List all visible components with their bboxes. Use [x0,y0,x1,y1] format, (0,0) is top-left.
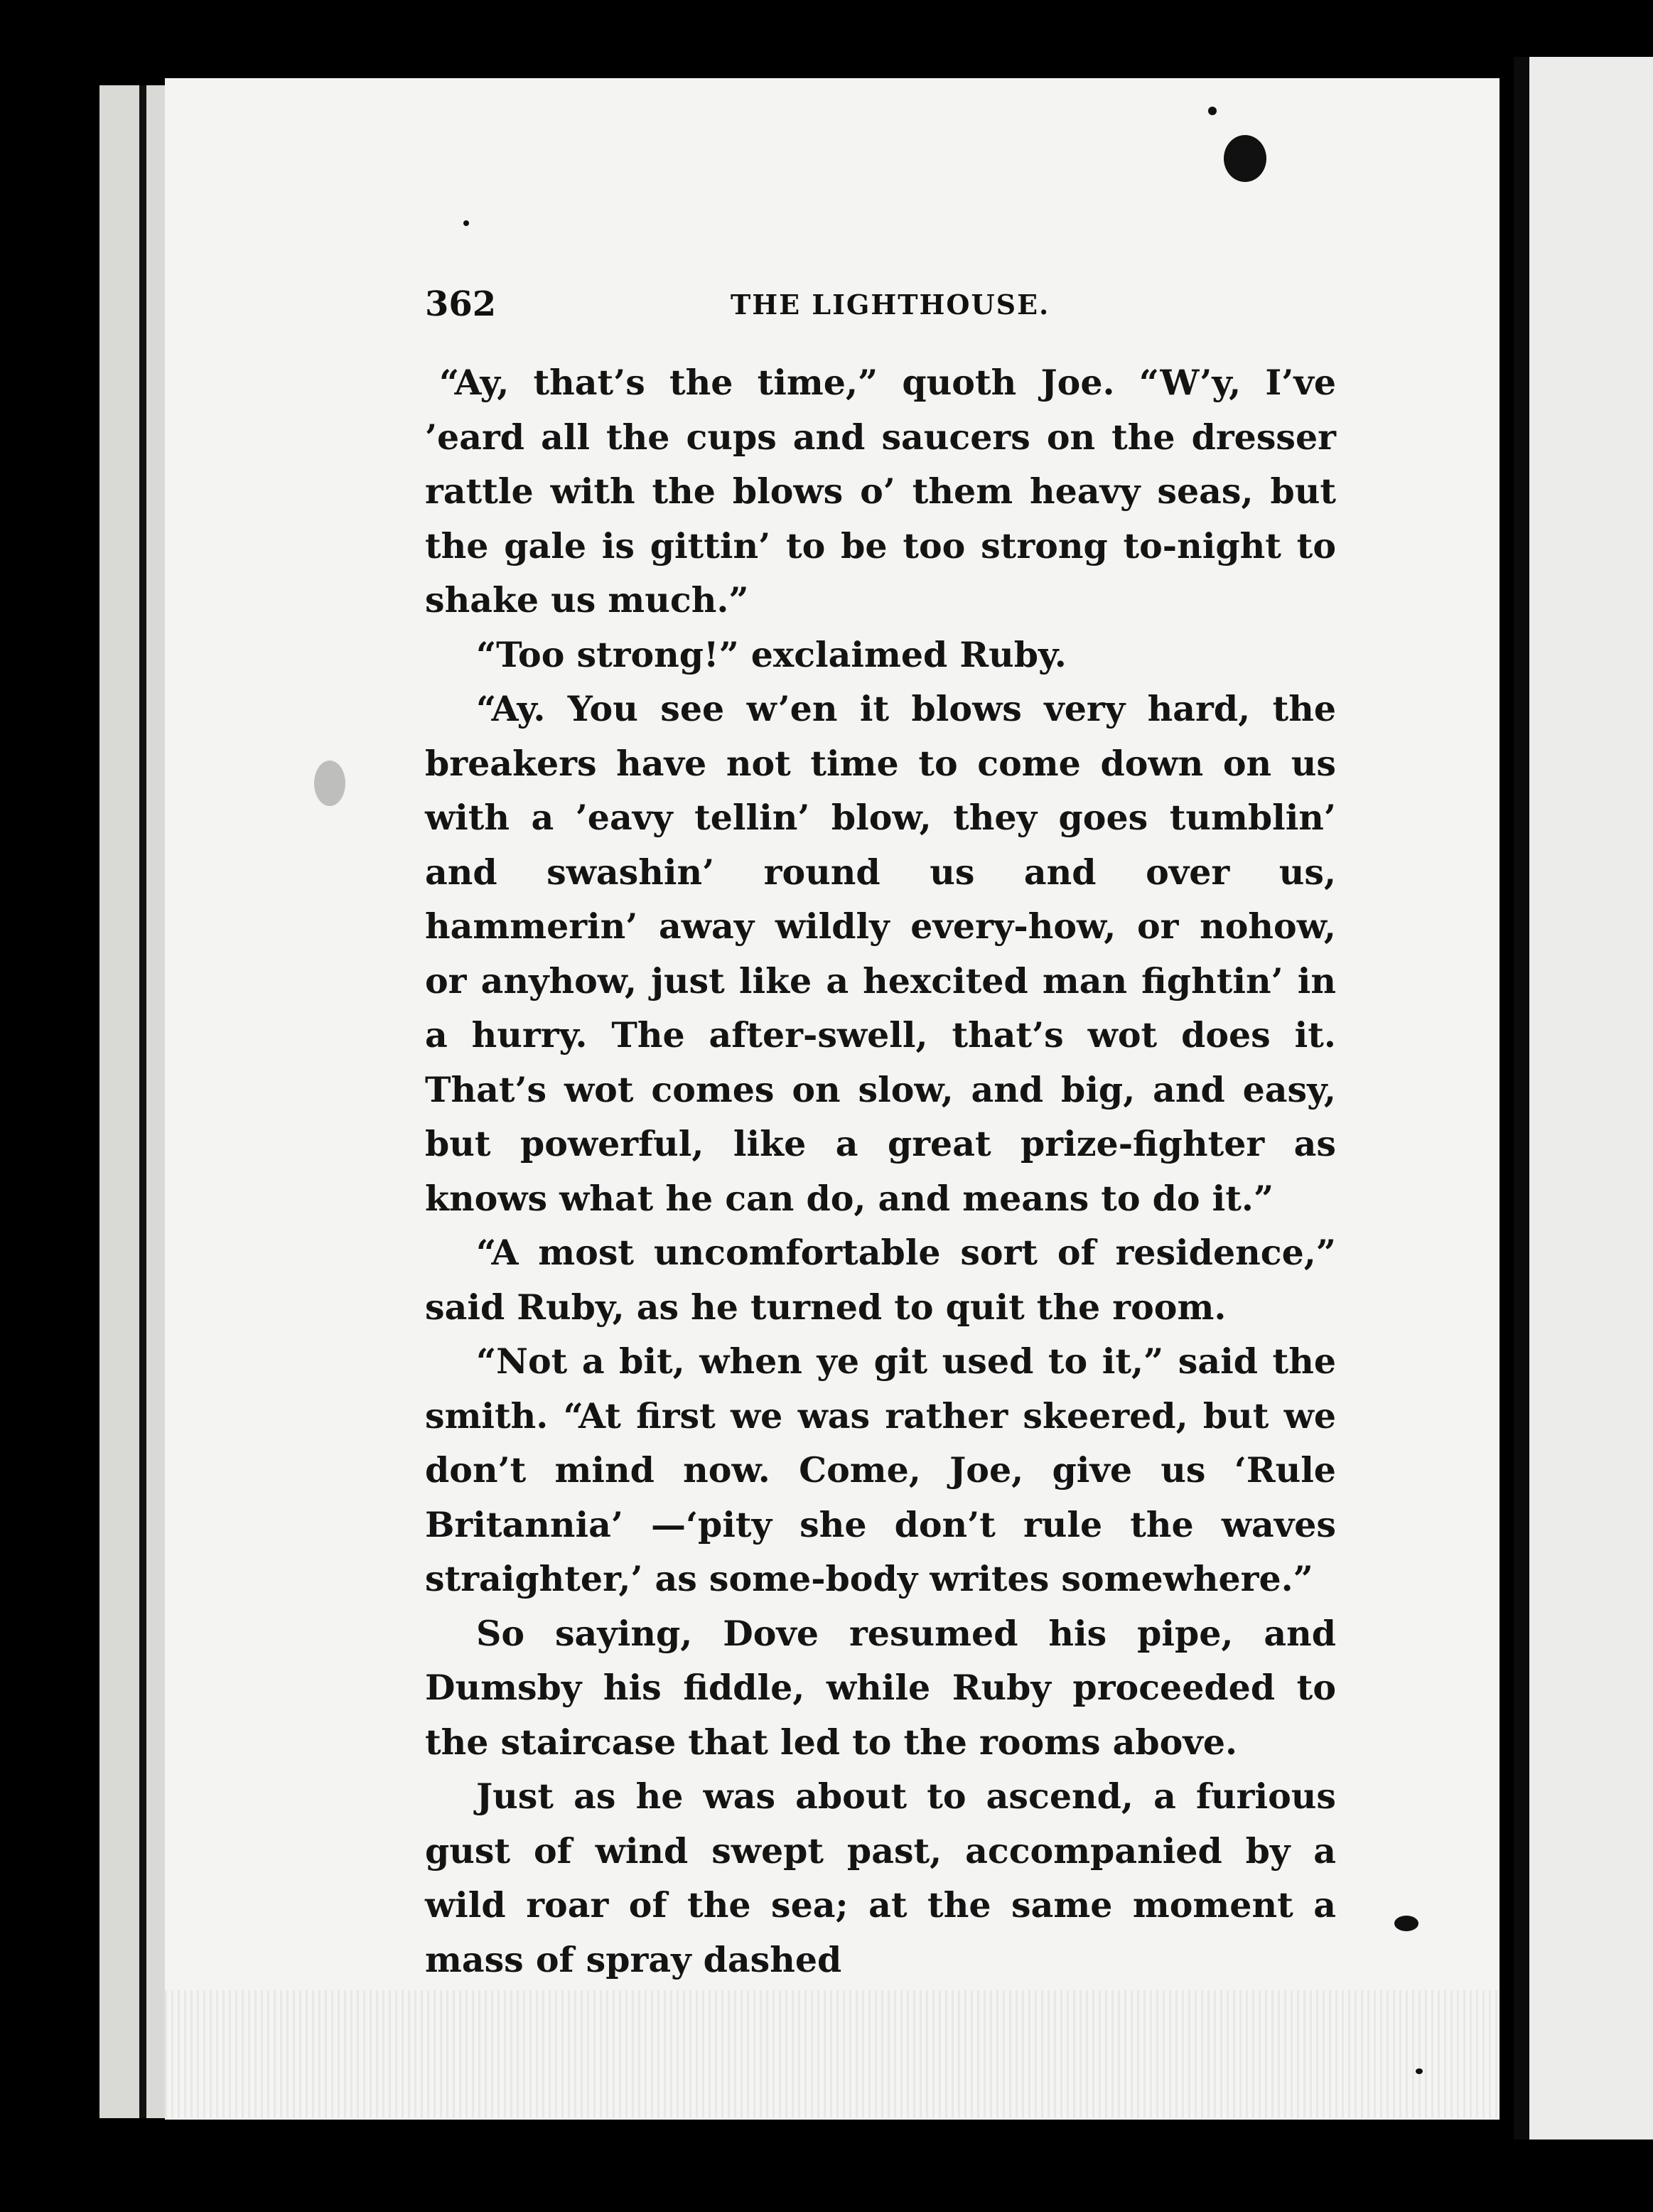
page-number: 362 [425,284,497,324]
left-gutter [99,85,165,2118]
running-title: THE LIGHTHOUSE. [731,289,1050,321]
paragraph: So saying, Dove resumed his pipe, and Dumsby his fiddle, while Ruby proceeded to the staircase that led to the rooms above. [425,1612,1336,1763]
page-header [425,284,1335,327]
paragraph: “A most uncomfortable sort of residence,” said Ruby, as he turned to quit the room. [425,1232,1336,1328]
paragraph: “Too strong!” exclaimed Ruby. [476,633,1067,675]
adjacent-page-edge [1514,57,1529,2139]
ink-speck [1394,1916,1418,1931]
paragraph: Just as he was about to ascend, a furious gust of wind swept past, accompanied by a wild roar of the sea; at the same moment a mass of spray dashed [425,1776,1336,1980]
body-text [425,355,1336,1987]
adjacent-page-strip [1514,57,1653,2139]
smudge-mark [314,761,345,806]
paragraph: “Not a bit, when ye git used to it,” said the smith. “At first we was rather skeered, but we don’t mind now. Come, Joe, give us ‘Rule Britannia’ —‘pity she don’t rule the waves straighter,’ as some-body writes somewhere.” [425,1341,1336,1599]
binding-rule [139,85,146,2118]
scan-noise [165,1990,1499,2118]
ink-blot [1224,135,1266,182]
ink-speck [1208,107,1217,115]
ink-speck [463,220,469,226]
paragraph: “Ay. You see w’en it blows very hard, the breakers have not time to come down on us with a ’eavy tellin’ blow, they goes tumblin’ and swashin’ round us and over us, hammerin’ away wildly every-how, or nohow, or anyhow, just like a hexcited man fightin’ in a hurry. The after-swell, that’s wot does it. That’s wot comes on slow, and big, and easy, but powerful, like a great prize-fighter as knows what he can do, and means to do it.” [425,688,1336,1219]
paragraph: “Ay, that’s the time,” quoth Joe. “W’y, I’ve ’eard all the cups and saucers on the dresser rattle with the blows o’ them heavy seas, but the gale is gittin’ to be too strong to-night to shake us much.” [425,362,1336,621]
